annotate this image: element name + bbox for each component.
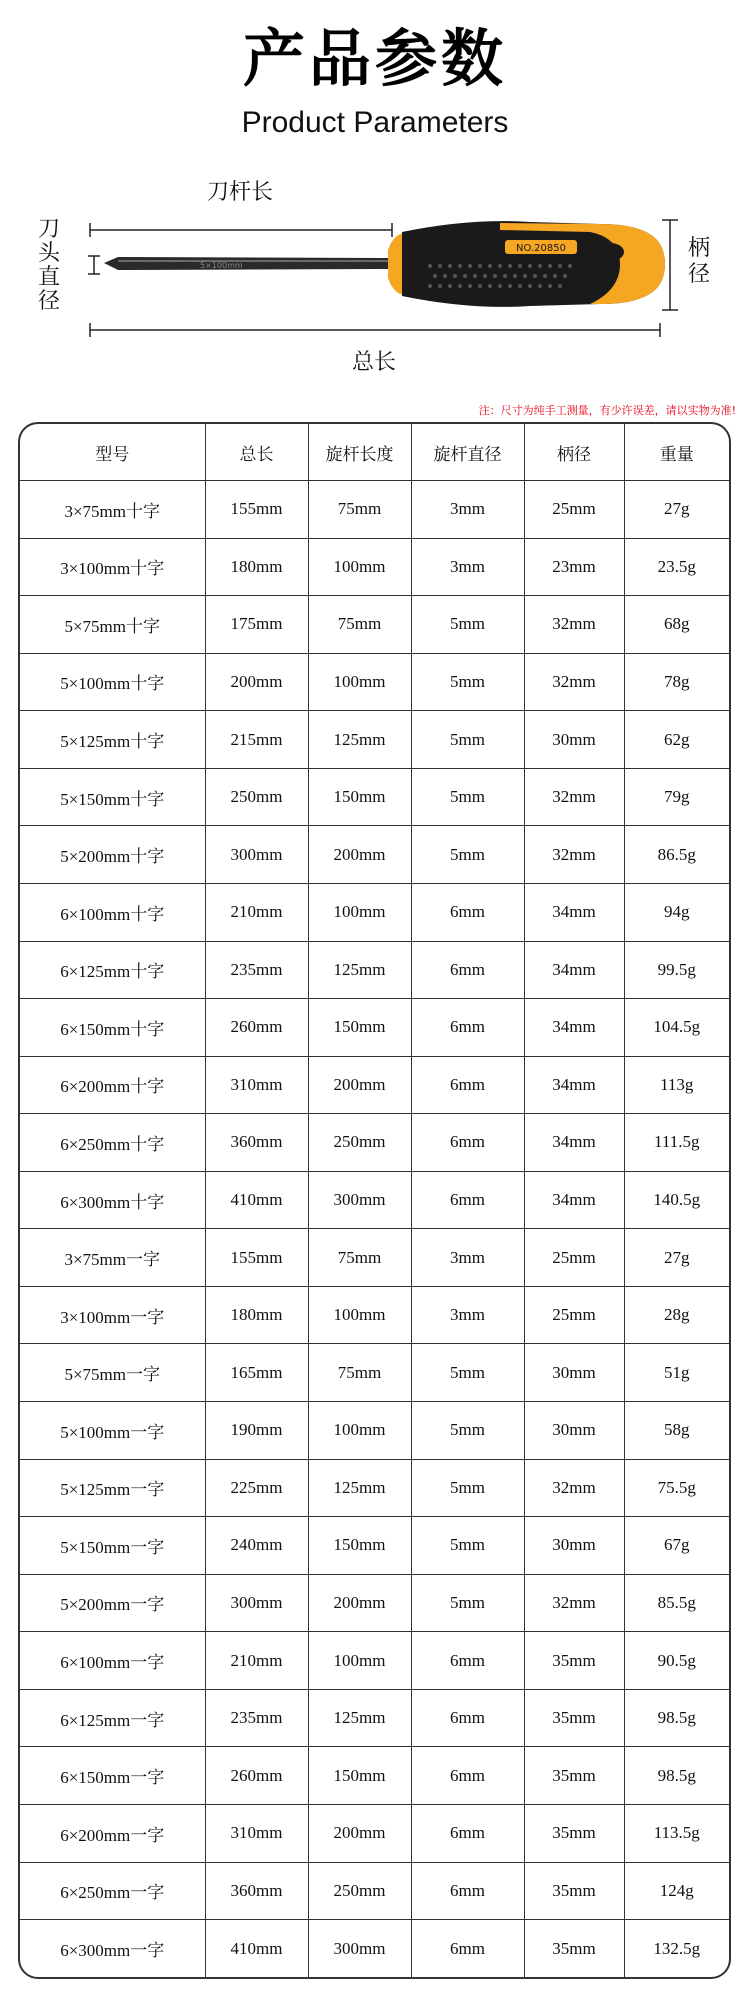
table-cell: 240mm bbox=[205, 1517, 308, 1575]
table-cell: 104.5g bbox=[624, 999, 729, 1057]
table-cell: 150mm bbox=[308, 999, 411, 1057]
table-cell: 190mm bbox=[205, 1402, 308, 1460]
table-cell: 200mm bbox=[205, 653, 308, 711]
table-cell: 410mm bbox=[205, 1171, 308, 1229]
table-cell: 100mm bbox=[308, 883, 411, 941]
table-row bbox=[20, 1517, 729, 1575]
table-cell: 94g bbox=[624, 883, 729, 941]
table-cell: 6mm bbox=[411, 1056, 524, 1114]
table-cell: 6×125mm十字 bbox=[20, 941, 205, 999]
table-row bbox=[20, 596, 729, 654]
table-cell: 25mm bbox=[524, 1229, 624, 1287]
table-row bbox=[20, 826, 729, 884]
table-cell: 100mm bbox=[308, 1632, 411, 1690]
table-cell: 23mm bbox=[524, 538, 624, 596]
table-cell: 6mm bbox=[411, 1171, 524, 1229]
table-cell: 5mm bbox=[411, 1402, 524, 1460]
table-cell: 235mm bbox=[205, 941, 308, 999]
table-row bbox=[20, 1574, 729, 1632]
table-cell: 3mm bbox=[411, 1229, 524, 1287]
table-cell: 99.5g bbox=[624, 941, 729, 999]
table-row bbox=[20, 999, 729, 1057]
table-cell: 300mm bbox=[308, 1920, 411, 1977]
table-cell: 6×250mm十字 bbox=[20, 1114, 205, 1172]
table-cell: 5mm bbox=[411, 826, 524, 884]
table-cell: 6mm bbox=[411, 999, 524, 1057]
table-cell: 35mm bbox=[524, 1804, 624, 1862]
table-cell: 34mm bbox=[524, 883, 624, 941]
table-cell: 180mm bbox=[205, 1286, 308, 1344]
table-cell: 210mm bbox=[205, 883, 308, 941]
table-cell: 5mm bbox=[411, 1517, 524, 1575]
table-cell: 300mm bbox=[205, 826, 308, 884]
table-cell: 3×75mm一字 bbox=[20, 1229, 205, 1287]
table-cell: 3×100mm一字 bbox=[20, 1286, 205, 1344]
handle-tag: NO.20850 bbox=[516, 243, 566, 254]
table-row bbox=[20, 1632, 729, 1690]
table-cell: 200mm bbox=[308, 826, 411, 884]
table-cell: 5×150mm十字 bbox=[20, 768, 205, 826]
table-row bbox=[20, 1056, 729, 1114]
header-shaft-length: 旋杆长度 bbox=[308, 424, 411, 481]
table-cell: 5mm bbox=[411, 653, 524, 711]
shaft-print: 5×100mm bbox=[200, 261, 243, 270]
table-cell: 6mm bbox=[411, 1804, 524, 1862]
table-cell: 155mm bbox=[205, 1229, 308, 1287]
table-cell: 3mm bbox=[411, 538, 524, 596]
table-cell: 125mm bbox=[308, 1689, 411, 1747]
table-cell: 32mm bbox=[524, 653, 624, 711]
header-handle-diameter: 柄径 bbox=[524, 424, 624, 481]
table-cell: 5×125mm一字 bbox=[20, 1459, 205, 1517]
table-cell: 5mm bbox=[411, 711, 524, 769]
table-cell: 28g bbox=[624, 1286, 729, 1344]
table-cell: 5×200mm一字 bbox=[20, 1574, 205, 1632]
table-cell: 6mm bbox=[411, 883, 524, 941]
tip-diameter-label: 刀头直径 bbox=[38, 217, 61, 314]
table-cell: 150mm bbox=[308, 1517, 411, 1575]
table-row bbox=[20, 1402, 729, 1460]
table-cell: 124g bbox=[624, 1862, 729, 1920]
table-cell: 175mm bbox=[205, 596, 308, 654]
table-cell: 215mm bbox=[205, 711, 308, 769]
table-cell: 32mm bbox=[524, 1574, 624, 1632]
table-cell: 35mm bbox=[524, 1689, 624, 1747]
table-cell: 62g bbox=[624, 711, 729, 769]
table-cell: 6×100mm一字 bbox=[20, 1632, 205, 1690]
table-cell: 360mm bbox=[205, 1862, 308, 1920]
table-cell: 32mm bbox=[524, 596, 624, 654]
screwdriver-diagram bbox=[0, 170, 750, 390]
handle-diameter-label: 柄径 bbox=[688, 236, 711, 287]
table-cell: 68g bbox=[624, 596, 729, 654]
table-row bbox=[20, 1114, 729, 1172]
table-cell: 200mm bbox=[308, 1056, 411, 1114]
table-cell: 32mm bbox=[524, 826, 624, 884]
screwdriver-icon bbox=[0, 170, 750, 390]
table-header-row bbox=[20, 424, 729, 481]
measurement-note: 注：尺寸为纯手工测量，有少许误差，请以实物为准! bbox=[478, 404, 736, 417]
table-row bbox=[20, 1804, 729, 1862]
table-cell: 3mm bbox=[411, 1286, 524, 1344]
table-cell: 6×300mm一字 bbox=[20, 1920, 205, 1977]
table-cell: 67g bbox=[624, 1517, 729, 1575]
table-cell: 25mm bbox=[524, 481, 624, 539]
page-title: 产品参数 bbox=[242, 22, 507, 95]
table-cell: 6×125mm一字 bbox=[20, 1689, 205, 1747]
table-cell: 6×300mm十字 bbox=[20, 1171, 205, 1229]
header-total-length: 总长 bbox=[205, 424, 308, 481]
table-cell: 30mm bbox=[524, 711, 624, 769]
table-cell: 150mm bbox=[308, 1747, 411, 1805]
table-cell: 6×150mm十字 bbox=[20, 999, 205, 1057]
table-row bbox=[20, 481, 729, 539]
table-cell: 125mm bbox=[308, 711, 411, 769]
table-row bbox=[20, 883, 729, 941]
table-cell: 5×125mm十字 bbox=[20, 711, 205, 769]
table-row bbox=[20, 1689, 729, 1747]
table-row bbox=[20, 1229, 729, 1287]
table-cell: 6×100mm十字 bbox=[20, 883, 205, 941]
table-cell: 300mm bbox=[205, 1574, 308, 1632]
table-cell: 98.5g bbox=[624, 1689, 729, 1747]
table-row bbox=[20, 941, 729, 999]
page-subtitle: Product Parameters bbox=[241, 106, 509, 139]
table-row bbox=[20, 1286, 729, 1344]
table-cell: 200mm bbox=[308, 1574, 411, 1632]
table-cell: 32mm bbox=[524, 1459, 624, 1517]
table-cell: 3mm bbox=[411, 481, 524, 539]
table-cell: 90.5g bbox=[624, 1632, 729, 1690]
table-cell: 5mm bbox=[411, 768, 524, 826]
table-cell: 6×200mm十字 bbox=[20, 1056, 205, 1114]
table-cell: 30mm bbox=[524, 1402, 624, 1460]
parameters-table bbox=[18, 422, 731, 1979]
table-cell: 58g bbox=[624, 1402, 729, 1460]
table-row bbox=[20, 768, 729, 826]
table-cell: 5×150mm一字 bbox=[20, 1517, 205, 1575]
table-cell: 6mm bbox=[411, 1747, 524, 1805]
table-cell: 27g bbox=[624, 481, 729, 539]
table-row bbox=[20, 1920, 729, 1977]
table-cell: 34mm bbox=[524, 941, 624, 999]
table-cell: 6mm bbox=[411, 1114, 524, 1172]
table-cell: 200mm bbox=[308, 1804, 411, 1862]
table-cell: 34mm bbox=[524, 1056, 624, 1114]
table-cell: 32mm bbox=[524, 768, 624, 826]
table-cell: 30mm bbox=[524, 1344, 624, 1402]
table-row bbox=[20, 1171, 729, 1229]
table-row bbox=[20, 1862, 729, 1920]
table-cell: 86.5g bbox=[624, 826, 729, 884]
table-cell: 310mm bbox=[205, 1804, 308, 1862]
table-cell: 6mm bbox=[411, 941, 524, 999]
table-cell: 180mm bbox=[205, 538, 308, 596]
table-cell: 125mm bbox=[308, 1459, 411, 1517]
table-cell: 5mm bbox=[411, 1574, 524, 1632]
table-row bbox=[20, 538, 729, 596]
table-cell: 100mm bbox=[308, 1402, 411, 1460]
table-cell: 78g bbox=[624, 653, 729, 711]
total-length-label: 总长 bbox=[352, 350, 397, 375]
table-cell: 113g bbox=[624, 1056, 729, 1114]
header-model: 型号 bbox=[20, 424, 205, 481]
table-row bbox=[20, 653, 729, 711]
table-cell: 25mm bbox=[524, 1286, 624, 1344]
table-cell: 35mm bbox=[524, 1862, 624, 1920]
table-cell: 34mm bbox=[524, 1171, 624, 1229]
table-cell: 210mm bbox=[205, 1632, 308, 1690]
header-weight: 重量 bbox=[624, 424, 729, 481]
table-cell: 125mm bbox=[308, 941, 411, 999]
table-cell: 5×75mm一字 bbox=[20, 1344, 205, 1402]
table-cell: 5×100mm一字 bbox=[20, 1402, 205, 1460]
table-cell: 100mm bbox=[308, 538, 411, 596]
table-cell: 410mm bbox=[205, 1920, 308, 1977]
table-cell: 165mm bbox=[205, 1344, 308, 1402]
header-shaft-diameter: 旋杆直径 bbox=[411, 424, 524, 481]
table-cell: 6×150mm一字 bbox=[20, 1747, 205, 1805]
table-cell: 75mm bbox=[308, 596, 411, 654]
table-cell: 3×75mm十字 bbox=[20, 481, 205, 539]
table-cell: 225mm bbox=[205, 1459, 308, 1517]
table-cell: 6×200mm一字 bbox=[20, 1804, 205, 1862]
table-cell: 360mm bbox=[205, 1114, 308, 1172]
table-cell: 75mm bbox=[308, 1344, 411, 1402]
table-cell: 5×100mm十字 bbox=[20, 653, 205, 711]
table-cell: 300mm bbox=[308, 1171, 411, 1229]
table-cell: 30mm bbox=[524, 1517, 624, 1575]
table-cell: 6mm bbox=[411, 1920, 524, 1977]
table-cell: 79g bbox=[624, 768, 729, 826]
table-cell: 113.5g bbox=[624, 1804, 729, 1862]
table-cell: 27g bbox=[624, 1229, 729, 1287]
table-cell: 6×250mm一字 bbox=[20, 1862, 205, 1920]
table-row bbox=[20, 1747, 729, 1805]
table-cell: 35mm bbox=[524, 1920, 624, 1977]
table-cell: 132.5g bbox=[624, 1920, 729, 1977]
table-cell: 35mm bbox=[524, 1632, 624, 1690]
table-cell: 5mm bbox=[411, 1344, 524, 1402]
table-cell: 23.5g bbox=[624, 538, 729, 596]
table-cell: 5mm bbox=[411, 1459, 524, 1517]
table-row bbox=[20, 711, 729, 769]
table-cell: 75.5g bbox=[624, 1459, 729, 1517]
table-cell: 85.5g bbox=[624, 1574, 729, 1632]
table-cell: 5mm bbox=[411, 596, 524, 654]
table-cell: 250mm bbox=[205, 768, 308, 826]
table-row bbox=[20, 1459, 729, 1517]
table-cell: 260mm bbox=[205, 999, 308, 1057]
table-cell: 310mm bbox=[205, 1056, 308, 1114]
table-cell: 34mm bbox=[524, 999, 624, 1057]
table-cell: 6mm bbox=[411, 1862, 524, 1920]
table-cell: 250mm bbox=[308, 1114, 411, 1172]
table-cell: 235mm bbox=[205, 1689, 308, 1747]
table-cell: 140.5g bbox=[624, 1171, 729, 1229]
table-cell: 111.5g bbox=[624, 1114, 729, 1172]
table-cell: 75mm bbox=[308, 481, 411, 539]
table-cell: 150mm bbox=[308, 768, 411, 826]
table-cell: 250mm bbox=[308, 1862, 411, 1920]
table-cell: 6mm bbox=[411, 1632, 524, 1690]
table-cell: 155mm bbox=[205, 481, 308, 539]
table-cell: 100mm bbox=[308, 653, 411, 711]
table-cell: 5×200mm十字 bbox=[20, 826, 205, 884]
shaft-length-label: 刀杆长 bbox=[207, 180, 274, 205]
table-cell: 5×75mm十字 bbox=[20, 596, 205, 654]
table-cell: 260mm bbox=[205, 1747, 308, 1805]
table-cell: 75mm bbox=[308, 1229, 411, 1287]
table-cell: 98.5g bbox=[624, 1747, 729, 1805]
table-cell: 6mm bbox=[411, 1689, 524, 1747]
table-cell: 51g bbox=[624, 1344, 729, 1402]
table-cell: 35mm bbox=[524, 1747, 624, 1805]
table-cell: 3×100mm十字 bbox=[20, 538, 205, 596]
table-cell: 100mm bbox=[308, 1286, 411, 1344]
table-cell: 34mm bbox=[524, 1114, 624, 1172]
table-row bbox=[20, 1344, 729, 1402]
